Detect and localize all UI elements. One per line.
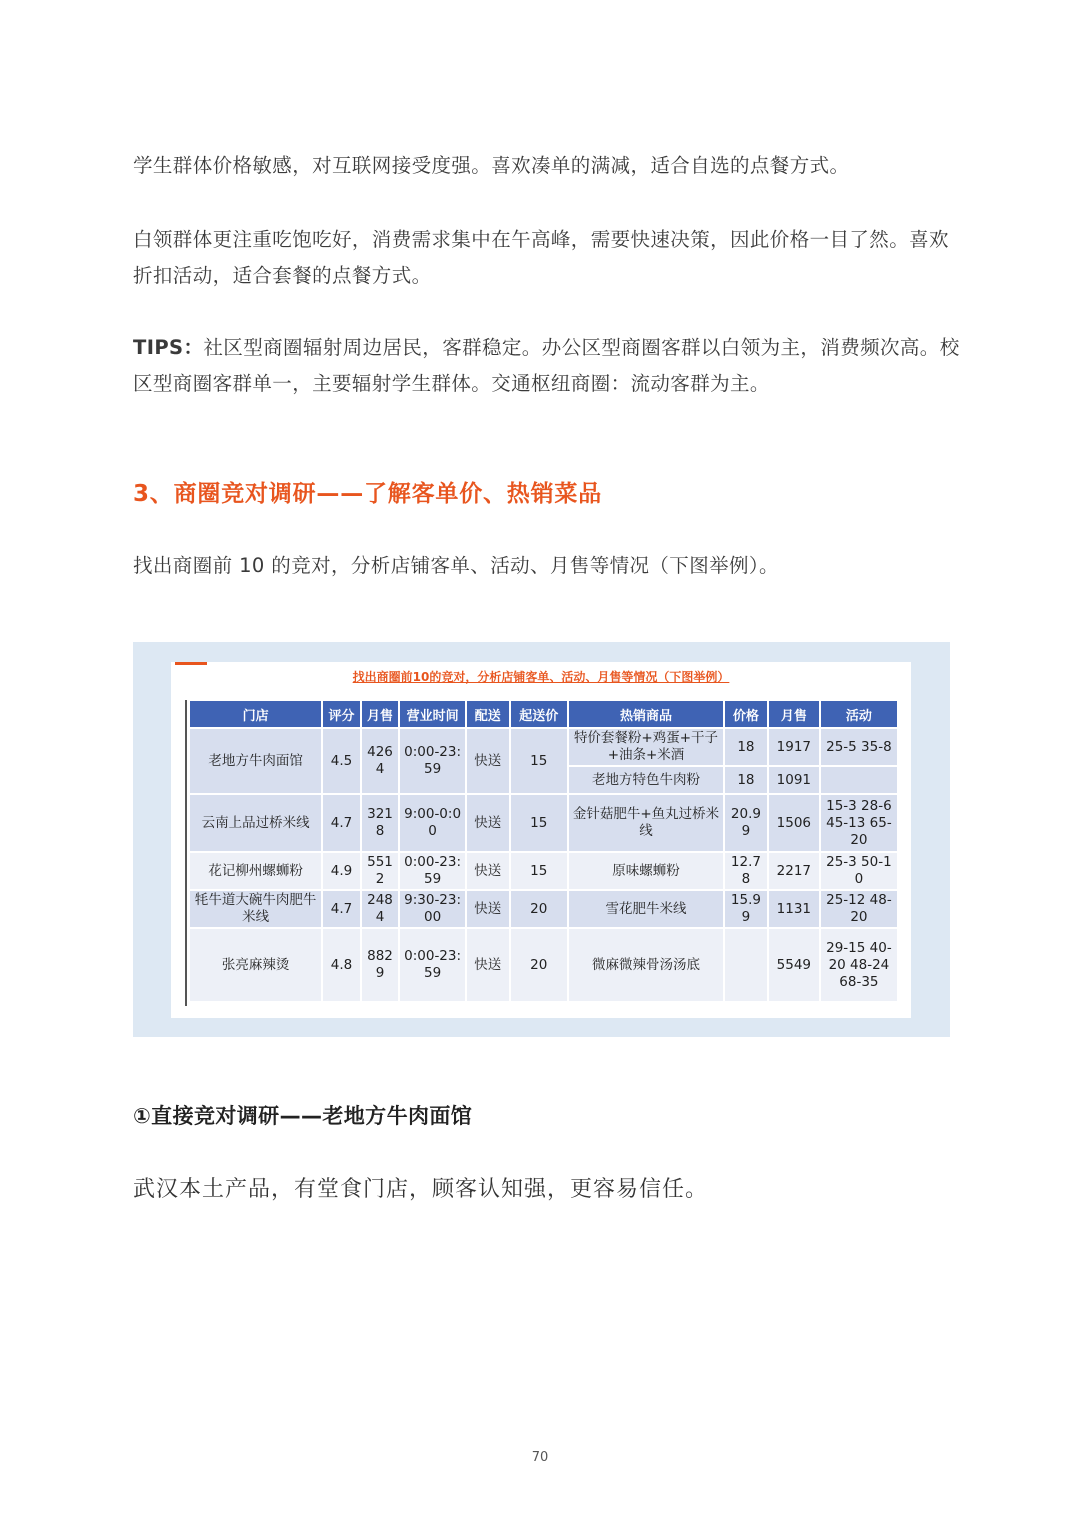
- cell-promo: 25-12 48-20: [820, 890, 898, 928]
- header-promo: 活动: [820, 700, 898, 728]
- table-row: [189, 794, 898, 852]
- cell-hot-item: 金针菇肥牛+鱼丸过桥米线: [568, 794, 724, 852]
- header-item-sales: 月售: [768, 700, 820, 728]
- cell-store: 花记柳州螺蛳粉: [189, 852, 322, 890]
- cell-rating: 4.7: [322, 794, 361, 852]
- cell-rating: 4.8: [322, 928, 361, 1002]
- cell-promo: 29-15 40-20 48-24 68-35: [820, 928, 898, 1002]
- cell-delivery: 快送: [466, 852, 510, 890]
- cell-delivery: 快送: [466, 928, 510, 1002]
- cell-monthly-sales: 8829: [361, 928, 400, 1002]
- cell-min-order: 15: [510, 852, 568, 890]
- cell-price: 12.78: [724, 852, 768, 890]
- cell-price: 18: [724, 728, 768, 766]
- table-row: [189, 728, 898, 766]
- table-header-row: [189, 700, 898, 728]
- header-delivery: 配送: [466, 700, 510, 728]
- cell-store: 张亮麻辣烫: [189, 928, 322, 1002]
- cell-monthly-sales: 3218: [361, 794, 400, 852]
- cell-min-order: 15: [510, 794, 568, 852]
- cell-item-sales: 5549: [768, 928, 820, 1002]
- tips-text: 社区型商圈辐射周边居民，客群稳定。办公区型商圈客群以白领为主，消费频次高。校区型商圈客群单一，主要辐射学生群体。交通枢纽商圈：流动客群为主。: [133, 336, 960, 395]
- cell-min-order: 15: [510, 728, 568, 794]
- table-row: [189, 852, 898, 890]
- cell-item-sales: 1131: [768, 890, 820, 928]
- cell-promo-empty: [820, 766, 898, 794]
- cell-delivery: 快送: [466, 890, 510, 928]
- header-min-order: 起送价: [510, 700, 568, 728]
- cell-store: 老地方牛肉面馆: [189, 728, 322, 794]
- cell-hours: 0:00-23:59: [399, 928, 466, 1002]
- competitor-figure: [133, 642, 950, 1037]
- paragraph-tips: [133, 330, 963, 402]
- cell-promo: 25-5 35-8: [820, 728, 898, 766]
- subsection-heading: ①直接竞对调研——老地方牛肉面馆: [133, 1104, 473, 1128]
- cell-item-sales: 2217: [768, 852, 820, 890]
- cell-store: 牦牛道大碗牛肉肥牛米线: [189, 890, 322, 928]
- section-intro: 找出商圈前 10 的竞对，分析店铺客单、活动、月售等情况（下图举例）。: [133, 554, 779, 577]
- cell-delivery: 快送: [466, 728, 510, 794]
- cell-min-order: 20: [510, 890, 568, 928]
- header-monthly-sales: 月售: [361, 700, 400, 728]
- slide-accent-line: [175, 662, 207, 665]
- table-row: [189, 890, 898, 928]
- header-hours: 营业时间: [399, 700, 466, 728]
- paragraph-white-collar: 白领群体更注重吃饱吃好，消费需求集中在午高峰，需要快速决策，因此价格一目了然。喜欢折扣活动，适合套餐的点餐方式。: [133, 228, 949, 287]
- cell-hot-item: 老地方特色牛肉粉: [568, 766, 724, 794]
- competitor-table: [188, 699, 899, 1003]
- section-heading: 3、商圈竞对调研——了解客单价、热销菜品: [133, 481, 603, 507]
- cell-rating: 4.9: [322, 852, 361, 890]
- cell-store: 云南上品过桥米线: [189, 794, 322, 852]
- cell-hot-item: 特价套餐粉+鸡蛋+干子+油条+米酒: [568, 728, 724, 766]
- header-hot-item: 热销商品: [568, 700, 724, 728]
- cell-monthly-sales: 2484: [361, 890, 400, 928]
- table-row: [189, 928, 898, 1002]
- cell-hot-item: 雪花肥牛米线: [568, 890, 724, 928]
- cell-rating: 4.7: [322, 890, 361, 928]
- cell-price: 18: [724, 766, 768, 794]
- header-price: 价格: [724, 700, 768, 728]
- cell-promo: 25-3 50-10: [820, 852, 898, 890]
- cell-hours: 9:00-0:00: [399, 794, 466, 852]
- cell-hours: 0:00-23:59: [399, 728, 466, 794]
- header-store: 门店: [189, 700, 322, 728]
- cell-delivery: 快送: [466, 794, 510, 852]
- cell-hot-item: 原味螺蛳粉: [568, 852, 724, 890]
- figure-title: 找出商圈前10的竞对，分析店铺客单、活动、月售等情况（下图举例）: [352, 670, 730, 684]
- cell-hot-item: 微麻微辣骨汤汤底: [568, 928, 724, 1002]
- cell-monthly-sales: 5512: [361, 852, 400, 890]
- cell-rating: 4.5: [322, 728, 361, 794]
- cell-hours: 0:00-23:59: [399, 852, 466, 890]
- table-left-rule: [185, 700, 187, 1006]
- cell-item-sales: 1091: [768, 766, 820, 794]
- tips-label: TIPS：: [133, 336, 204, 359]
- cell-hours: 9:30-23:00: [399, 890, 466, 928]
- cell-price: 15.99: [724, 890, 768, 928]
- paragraph-students: 学生群体价格敏感，对互联网接受度强。喜欢凑单的满减，适合自选的点餐方式。: [133, 154, 850, 177]
- cell-item-sales: 1917: [768, 728, 820, 766]
- cell-min-order: 20: [510, 928, 568, 1002]
- figure-slide: [171, 662, 911, 1018]
- cell-price: [724, 928, 768, 1002]
- cell-price: 20.99: [724, 794, 768, 852]
- cell-promo: 15-3 28-6 45-13 65-20: [820, 794, 898, 852]
- page-number: 70: [531, 1450, 549, 1465]
- cell-item-sales: 1506: [768, 794, 820, 852]
- cell-monthly-sales: 4264: [361, 728, 400, 794]
- subsection-text: 武汉本土产品，有堂食门店，顾客认知强，更容易信任。: [133, 1177, 709, 1202]
- header-rating: 评分: [322, 700, 361, 728]
